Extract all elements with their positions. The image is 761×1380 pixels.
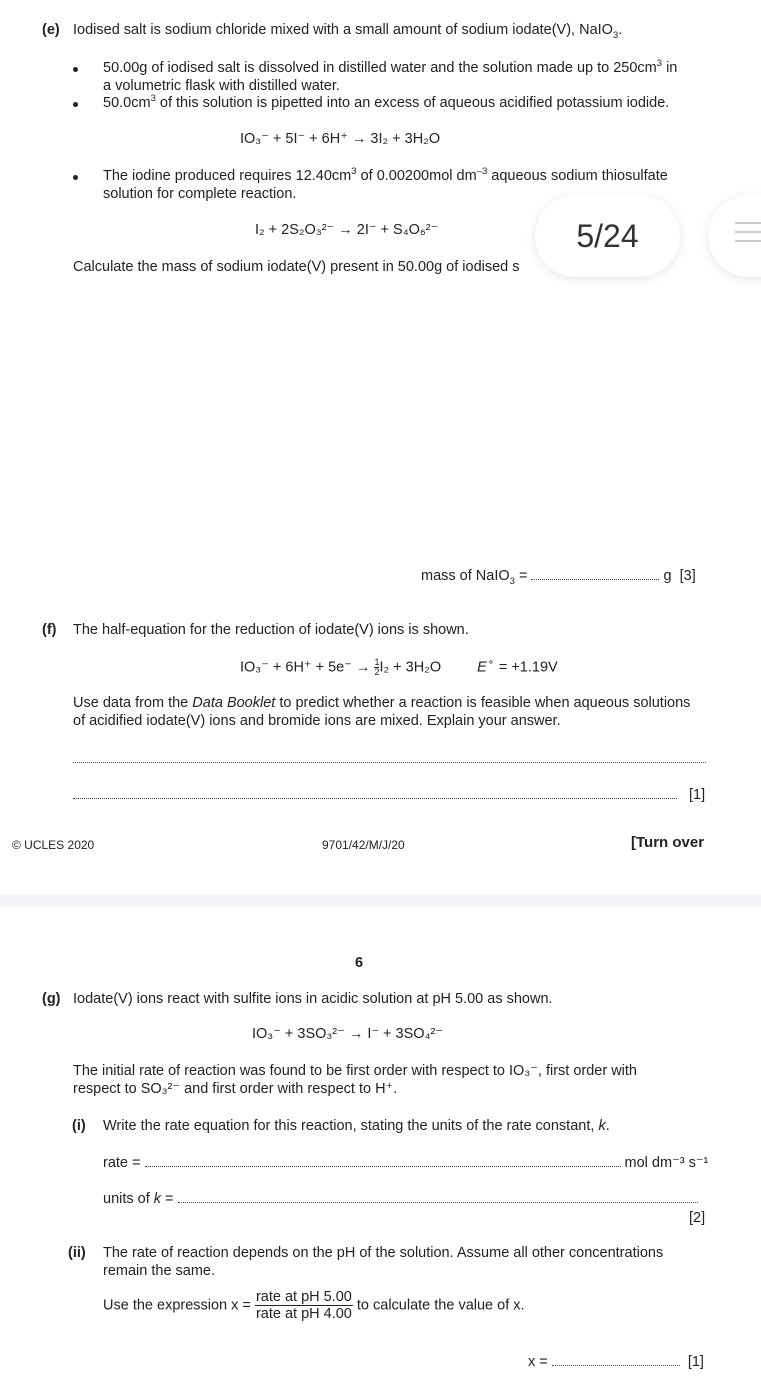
part-f-marks: [1] xyxy=(689,787,706,803)
footer-code: 9701/42/M/J/20 xyxy=(322,838,405,852)
page-separator xyxy=(0,895,761,907)
part-g-intro: Iodate(V) ions react with sulfite ions in acidic solution at pH 5.00 as shown. xyxy=(73,991,553,1007)
page-number: 6 xyxy=(355,955,364,971)
footer-copyright: © UCLES 2020 xyxy=(12,838,95,852)
question-mass-naio3: Calculate the mass of sodium iodate(V) present in 50.00g of iodised s xyxy=(73,259,520,275)
fraction-rate: $\frac{\text{rate at pH 5.00}}{\text{rate at pH 4.00}}$ xyxy=(255,1289,352,1322)
part-g-paragraph: The initial rate of reaction was found to be first order with respect to IO₃⁻, first order with xyxy=(73,1063,637,1079)
part-f-intro: The half-equation for the reduction of iodate(V) ions is shown. xyxy=(73,622,469,638)
expression-x: Use the expression x = $\frac{\text{rate at pH 5.00}}{\text{rate at pH 4.00}}$ to calculate the value of x. xyxy=(103,1289,525,1322)
part-g-label: (g) xyxy=(42,991,61,1007)
sub-ii-question-line2: remain the same. xyxy=(103,1263,216,1279)
answer-line-2[interactable] xyxy=(73,786,677,799)
units-input[interactable] xyxy=(178,1202,698,1203)
x-answer: x = [1] xyxy=(528,1354,704,1370)
equation-iodate-iodide: IO₃⁻ + 5I⁻ + 6H⁺ → 3I₂ + 3H₂O xyxy=(240,131,441,147)
part-f-question: Use data from the Data Booklet to predict whether a reaction is feasible when aqueous solutions xyxy=(73,695,691,711)
bullet-pipette: $50.0cm^3$ of this solution is pipetted into an excess of aqueous acidified potassium iodide. xyxy=(103,93,670,111)
fraction-half: $\frac{1}{2}$ xyxy=(374,657,380,677)
sub-ii-question: The rate of reaction depends on the pH of the solution. Assume all other concentrations xyxy=(103,1245,664,1261)
part-f-question-line2: of acidified iodate(V) ions and bromide ions are mixed. Explain your answer. xyxy=(73,713,561,729)
rate-input[interactable] xyxy=(145,1166,621,1167)
rate-answer: rate = mol dm⁻³ s⁻¹ xyxy=(103,1155,709,1171)
bullet-titration-line2: solution for complete reaction. xyxy=(103,186,297,202)
equation-thiosulfate: I₂ + 2S₂O₃²⁻ → 2I⁻ + S₄O₆²⁻ xyxy=(255,222,439,238)
footer-turn-over: [Turn over xyxy=(631,834,705,851)
half-equation-iodate: IO₃⁻ + 6H⁺ + 5e⁻ → $\frac{1}{2}I_2 + 3H_2O$ E⚬ = +1.19V xyxy=(240,657,558,677)
bullet-dissolve-line2: a volumetric flask with distilled water. xyxy=(103,78,340,94)
part-e-intro: Iodised salt is sodium chloride mixed with a small amount of sodium iodate(V), NaIO$_3$. xyxy=(73,22,623,41)
sub-i-label: (i) xyxy=(72,1118,86,1134)
page-indicator[interactable]: 5/24 xyxy=(535,195,680,277)
hamburger-icon[interactable] xyxy=(708,195,761,277)
part-g-paragraph-line2: respect to SO₃²⁻ and first order with respect to H⁺. xyxy=(73,1081,398,1097)
equation-iodate-sulfite: IO₃⁻ + 3SO₃²⁻ → I⁻ + 3SO₄²⁻ xyxy=(252,1026,443,1042)
answer-mass-naio3: mass of NaIO$_3$ = g [3] xyxy=(421,568,696,587)
part-f-label: (f) xyxy=(42,622,57,638)
sub-ii-label: (ii) xyxy=(68,1245,86,1261)
answer-mass-field[interactable] xyxy=(531,579,659,580)
bullet-titration: The iodine produced requires $12.40cm^3$ of 0.00200mol $dm^{-3}$ aqueous sodium thiosulfate xyxy=(103,166,668,184)
units-answer: units of k = xyxy=(103,1191,698,1207)
sub-i-question: Write the rate equation for this reaction, stating the units of the rate constant, k. xyxy=(103,1118,610,1134)
part-e-label: (e) xyxy=(42,22,60,38)
answer-line-1[interactable] xyxy=(73,750,706,763)
x-input[interactable] xyxy=(552,1365,680,1366)
bullet-dissolve: 50.00g of iodised salt is dissolved in distilled water and the solution made up to $250cm^3$ in xyxy=(103,58,678,76)
sub-i-marks: [2] xyxy=(689,1210,706,1226)
